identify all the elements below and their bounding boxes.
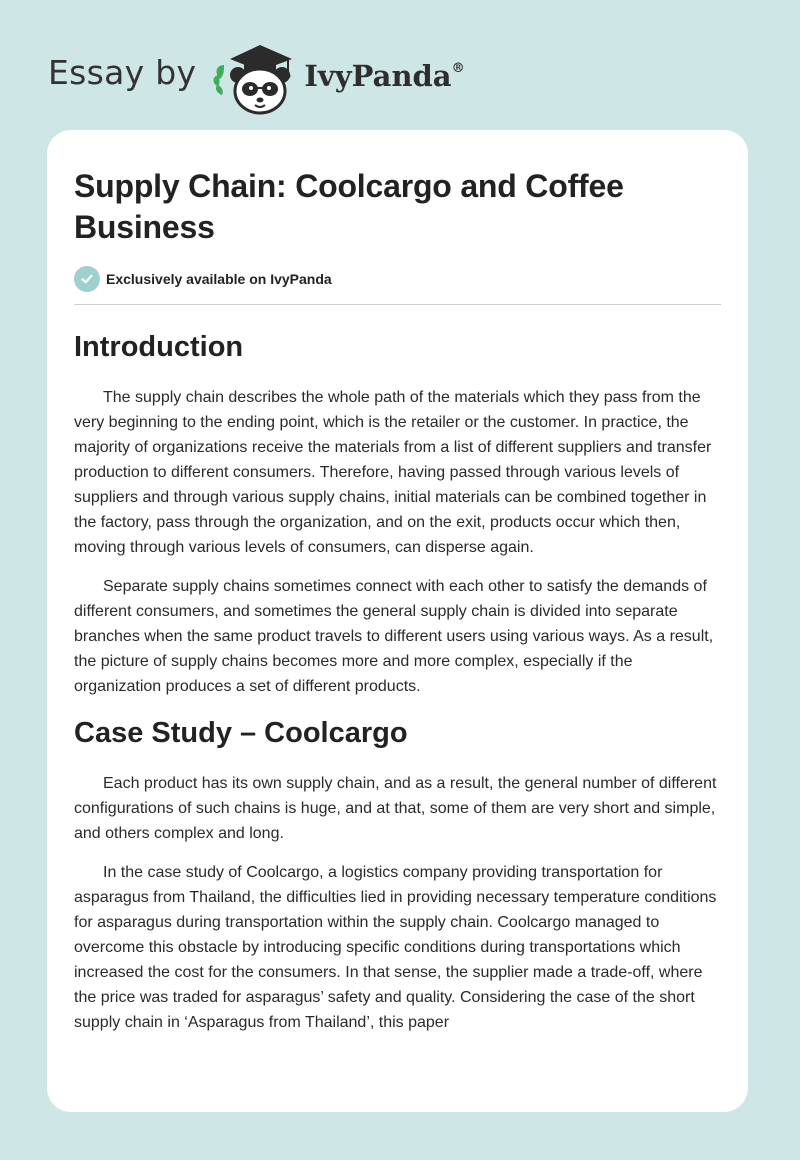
- exclusive-label: Exclusively available on IvyPanda: [106, 271, 332, 287]
- paragraph: In the case study of Coolcargo, a logistics company providing transportation for asparagus from Thailand, the difficulties lied in providing necessary temperature conditions for asparagus during transportation within the supply chain. Coolcargo managed to overcome this obstacle by introducing specific conditions during transportations which increased the cost for the consumers. In that sense, the supplier made a trade-off, where the price was traded for asparagus’ safety and quality. Considering the case of the short supply chain in ‘Asparagus from Thailand’, this paper: [74, 864, 717, 1031]
- brand-name[interactable]: IvyPanda®: [304, 59, 465, 93]
- exclusive-badge: [74, 266, 721, 292]
- registered-mark: ®: [451, 61, 465, 76]
- essay-by-label: Essay by: [48, 52, 197, 92]
- site-header: [48, 36, 465, 116]
- title-divider: [74, 304, 721, 305]
- article-card: [47, 130, 748, 1112]
- check-circle-icon: [74, 266, 100, 292]
- paragraph: The supply chain describes the whole path of the materials which they pass from the very beginning to the ending point, which is the retailer or the customer. In practice, the majority of organizations receive the materials from a list of different suppliers and transfer production to different consumers. Therefore, having passed through various levels of suppliers and through various supply chains, initial materials can be combined together in the factory, pass through the organization, and on the exit, products occur which then, moving through various levels of consumers, can disperse again.: [74, 389, 712, 556]
- paragraph: Each product has its own supply chain, and as a result, the general number of different configurations of such chains is huge, and at that, some of them are very short and simple, and others complex and long.: [74, 775, 717, 842]
- article-title: Supply Chain: Coolcargo and Coffee Business: [74, 168, 624, 245]
- panda-logo-icon[interactable]: [210, 37, 302, 115]
- section-heading-case-study: Case Study – Coolcargo: [74, 717, 408, 749]
- section-heading-introduction: Introduction: [74, 331, 244, 363]
- paragraph: Separate supply chains sometimes connect with each other to satisfy the demands of different consumers, and sometimes the general supply chain is divided into separate branches when the same product travels to different users using various ways. As a result, the picture of supply chains becomes more and more complex, especially if the organization produces a set of different products.: [74, 578, 714, 695]
